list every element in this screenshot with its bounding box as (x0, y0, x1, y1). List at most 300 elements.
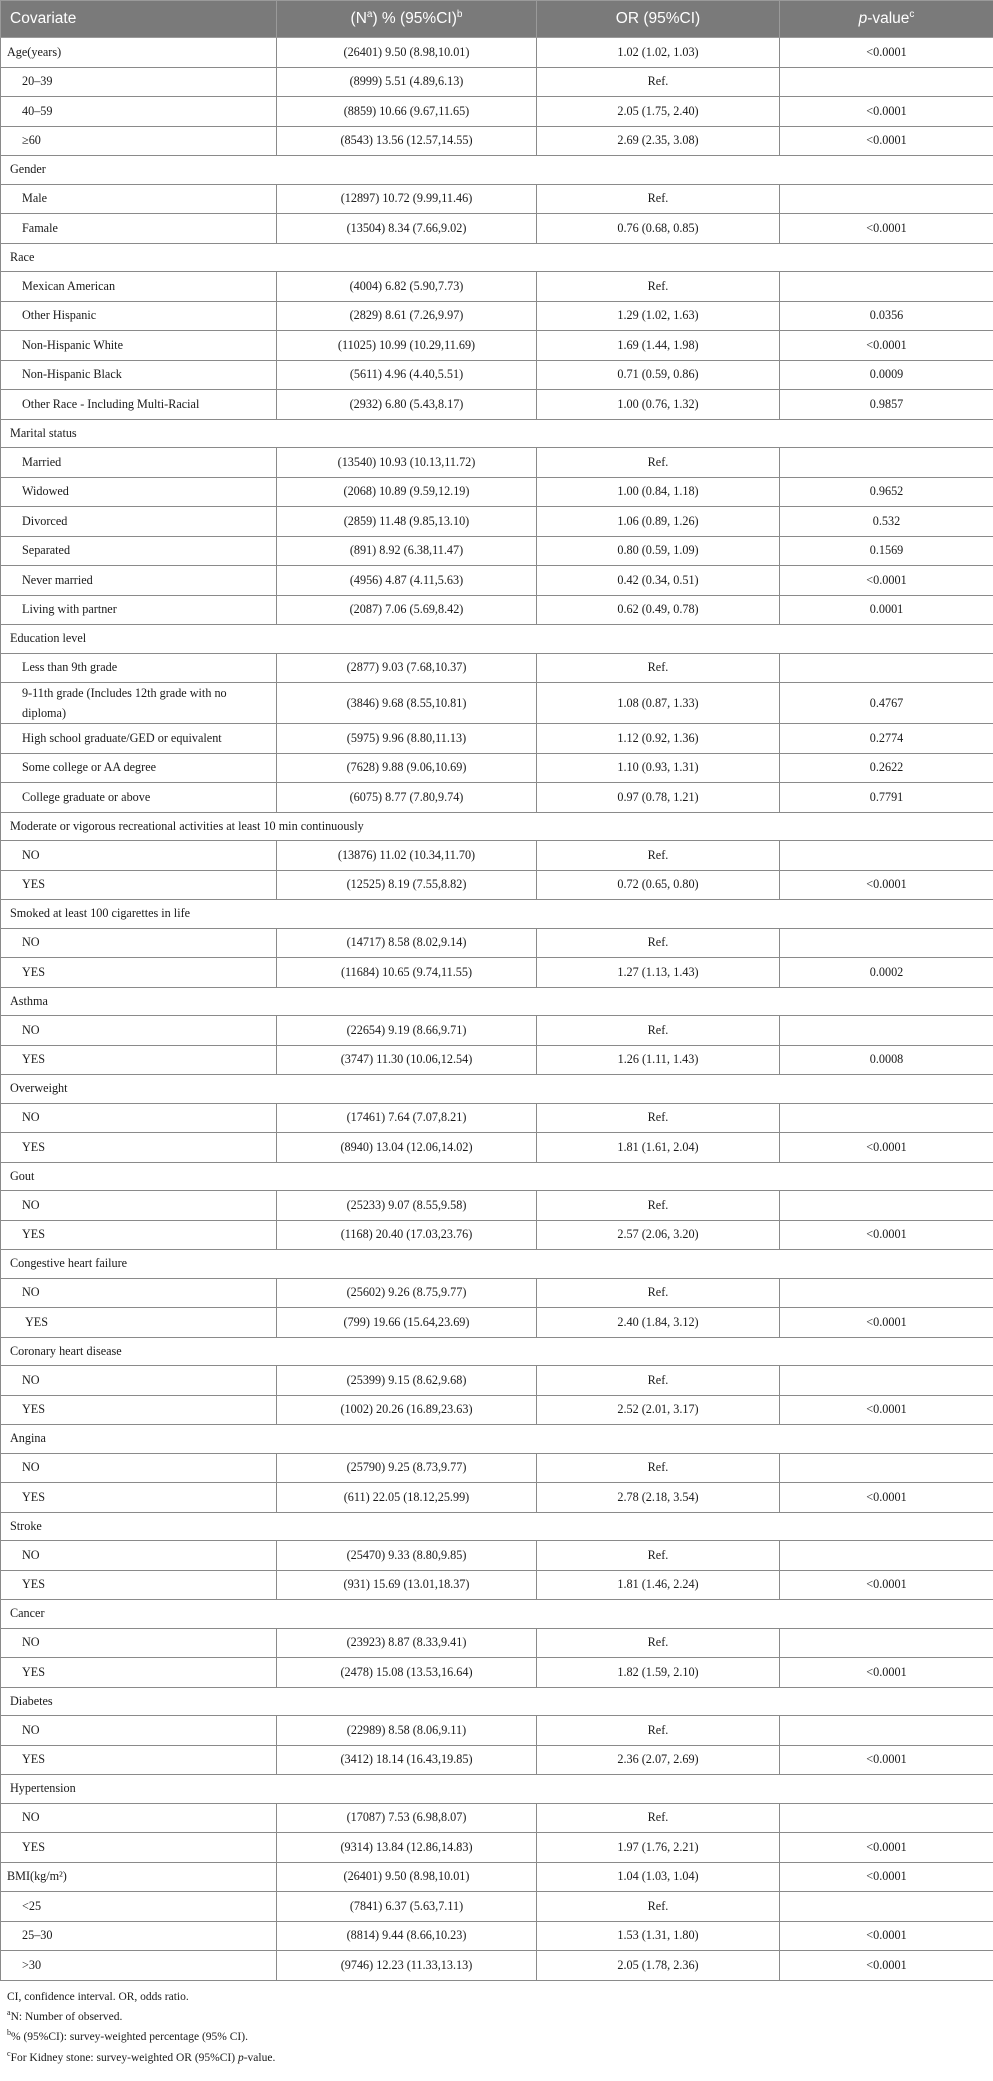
p-value-cell: 0.532 (780, 507, 993, 537)
n-percent-cell: (7841) 6.37 (5.63,7.11) (277, 1892, 537, 1922)
table-row (1, 1803, 993, 1833)
p-value-cell: <0.0001 (780, 1951, 993, 1981)
n-percent-cell: (1002) 20.26 (16.89,23.63) (277, 1395, 537, 1425)
or-cell: 1.29 (1.02, 1.63) (537, 301, 780, 331)
header-n-sup: a (366, 9, 373, 21)
footnote-a (7, 2005, 993, 2025)
group-label: Diabetes (1, 1687, 993, 1716)
table-row (1, 97, 993, 127)
p-value-cell (780, 1453, 993, 1483)
table-row (1, 1921, 993, 1951)
or-cell: 2.40 (1.84, 3.12) (537, 1308, 780, 1338)
covariate-cell: YES (1, 1658, 277, 1688)
table-row (1, 958, 993, 988)
table-row (1, 1833, 993, 1863)
covariate-cell: Separated (1, 536, 277, 566)
footnote-b-text: % (95%CI): survey-weighted percentage (95% CI). (11, 2031, 248, 2044)
table-row (1, 1308, 993, 1338)
or-cell: 1.97 (1.76, 2.21) (537, 1833, 780, 1863)
covariate-cell: YES (1, 1045, 277, 1075)
covariate-cell: 9-11th grade (Includes 12th grade with no diploma) (1, 683, 277, 724)
n-percent-cell: (13540) 10.93 (10.13,11.72) (277, 448, 537, 478)
group-label: Moderate or vigorous recreational activities at least 10 min continuously (1, 812, 993, 841)
or-cell: 1.69 (1.44, 1.98) (537, 331, 780, 361)
covariate-cell: Non-Hispanic White (1, 331, 277, 361)
n-percent-cell: (25399) 9.15 (8.62,9.68) (277, 1366, 537, 1396)
table-row (1, 1483, 993, 1513)
n-percent-cell: (2087) 7.06 (5.69,8.42) (277, 595, 537, 625)
n-percent-cell: (7628) 9.88 (9.06,10.69) (277, 753, 537, 783)
or-cell: 1.81 (1.61, 2.04) (537, 1133, 780, 1163)
n-percent-cell: (12525) 8.19 (7.55,8.82) (277, 870, 537, 900)
table-row (1, 390, 993, 420)
group-label: Gender (1, 156, 993, 185)
or-cell: 0.76 (0.68, 0.85) (537, 214, 780, 244)
n-percent-cell: (8859) 10.66 (9.67,11.65) (277, 97, 537, 127)
table-row (1, 595, 993, 625)
table-row (1, 1395, 993, 1425)
n-percent-cell: (25602) 9.26 (8.75,9.77) (277, 1278, 537, 1308)
p-value-cell: <0.0001 (780, 1658, 993, 1688)
n-percent-cell: (26401) 9.50 (8.98,10.01) (277, 38, 537, 68)
header-p-value (780, 1, 993, 38)
table-footnotes (0, 1981, 993, 2066)
n-percent-cell: (23923) 8.87 (8.33,9.41) (277, 1628, 537, 1658)
p-value-cell (780, 1716, 993, 1746)
p-value-cell: 0.0356 (780, 301, 993, 331)
n-percent-cell: (5975) 9.96 (8.80,11.13) (277, 724, 537, 754)
table-body (1, 38, 993, 1981)
n-percent-cell: (1168) 20.40 (17.03,23.76) (277, 1220, 537, 1250)
p-value-cell: 0.9857 (780, 390, 993, 420)
n-percent-cell: (8940) 13.04 (12.06,14.02) (277, 1133, 537, 1163)
n-percent-cell: (891) 8.92 (6.38,11.47) (277, 536, 537, 566)
or-cell: 0.80 (0.59, 1.09) (537, 536, 780, 566)
covariate-cell: NO (1, 1803, 277, 1833)
p-value-cell: 0.4767 (780, 683, 993, 724)
table-group-row (1, 156, 993, 185)
group-label: Overweight (1, 1075, 993, 1104)
or-cell: 2.52 (2.01, 3.17) (537, 1395, 780, 1425)
n-percent-cell: (6075) 8.77 (7.80,9.74) (277, 783, 537, 813)
table-group-row (1, 243, 993, 272)
p-value-cell: <0.0001 (780, 1308, 993, 1338)
p-value-cell (780, 1541, 993, 1571)
or-cell: Ref. (537, 841, 780, 871)
p-value-cell: 0.2774 (780, 724, 993, 754)
p-value-cell: 0.0001 (780, 595, 993, 625)
or-cell: 2.69 (2.35, 3.08) (537, 126, 780, 156)
table-row (1, 870, 993, 900)
table-row (1, 301, 993, 331)
n-percent-cell: (13876) 11.02 (10.34,11.70) (277, 841, 537, 871)
p-value-cell: <0.0001 (780, 214, 993, 244)
footnote-b (7, 2025, 993, 2045)
header-or: OR (95%CI) (537, 1, 780, 38)
or-cell: 1.26 (1.11, 1.43) (537, 1045, 780, 1075)
table-row (1, 1133, 993, 1163)
or-cell: 1.08 (0.87, 1.33) (537, 683, 780, 724)
table-row (1, 683, 993, 724)
or-cell: 1.04 (1.03, 1.04) (537, 1862, 780, 1892)
footnote-c-sup: c (7, 2048, 11, 2058)
header-p-italic: p (858, 10, 868, 28)
table-row (1, 67, 993, 97)
covariate-cell: NO (1, 1191, 277, 1221)
or-cell: Ref. (537, 928, 780, 958)
n-percent-cell: (2932) 6.80 (5.43,8.17) (277, 390, 537, 420)
or-cell: 2.36 (2.07, 2.69) (537, 1745, 780, 1775)
covariate-cell: ≥60 (1, 126, 277, 156)
group-label: Smoked at least 100 cigarettes in life (1, 900, 993, 929)
or-cell: Ref. (537, 272, 780, 302)
table-group-row (1, 1512, 993, 1541)
covariate-cell: Widowed (1, 477, 277, 507)
p-value-cell: <0.0001 (780, 126, 993, 156)
table-row (1, 1716, 993, 1746)
footnote-c-italic: p (237, 2051, 244, 2064)
covariate-cell: YES (1, 1133, 277, 1163)
or-cell: 1.06 (0.89, 1.26) (537, 507, 780, 537)
covariate-cell: YES (1, 1570, 277, 1600)
n-percent-cell: (11025) 10.99 (10.29,11.69) (277, 331, 537, 361)
covariate-cell: Some college or AA degree (1, 753, 277, 783)
n-percent-cell: (3846) 9.68 (8.55,10.81) (277, 683, 537, 724)
p-value-cell: <0.0001 (780, 870, 993, 900)
covariate-cell: 40–59 (1, 97, 277, 127)
table-main-row (1, 1862, 993, 1892)
table-row (1, 1191, 993, 1221)
n-percent-cell: (25233) 9.07 (8.55,9.58) (277, 1191, 537, 1221)
table-row (1, 566, 993, 596)
or-cell: Ref. (537, 184, 780, 214)
p-value-cell (780, 841, 993, 871)
or-cell: Ref. (537, 1103, 780, 1133)
table-group-row (1, 419, 993, 448)
table-row (1, 928, 993, 958)
p-value-cell (780, 1278, 993, 1308)
table-main-row (1, 38, 993, 68)
n-percent-cell: (931) 15.69 (13.01,18.37) (277, 1570, 537, 1600)
table-group-row (1, 1425, 993, 1454)
p-value-cell: <0.0001 (780, 1833, 993, 1863)
covariate-cell: High school graduate/GED or equivalent (1, 724, 277, 754)
table-row (1, 536, 993, 566)
p-value-cell (780, 67, 993, 97)
p-value-cell (780, 1191, 993, 1221)
covariate-cell: YES (1, 1483, 277, 1513)
header-n-percent (277, 1, 537, 38)
table-header-row (1, 1, 993, 38)
p-value-cell: 0.9652 (780, 477, 993, 507)
table-group-row (1, 1687, 993, 1716)
table-row (1, 126, 993, 156)
or-cell: 1.81 (1.46, 2.24) (537, 1570, 780, 1600)
covariate-cell: NO (1, 1628, 277, 1658)
p-value-cell: <0.0001 (780, 97, 993, 127)
or-cell: Ref. (537, 1628, 780, 1658)
covariate-cell: YES (1, 1308, 277, 1338)
p-value-cell: 0.7791 (780, 783, 993, 813)
p-value-cell (780, 928, 993, 958)
p-value-cell: 0.0009 (780, 360, 993, 390)
table-group-row (1, 1775, 993, 1804)
covariate-cell: College graduate or above (1, 783, 277, 813)
table-row (1, 1628, 993, 1658)
p-value-cell (780, 1628, 993, 1658)
covariate-cell: YES (1, 1395, 277, 1425)
n-percent-cell: (2877) 9.03 (7.68,10.37) (277, 653, 537, 683)
p-value-cell: <0.0001 (780, 1483, 993, 1513)
covariate-cell: Other Hispanic (1, 301, 277, 331)
n-percent-cell: (22989) 8.58 (8.06,9.11) (277, 1716, 537, 1746)
table-group-row (1, 1162, 993, 1191)
or-cell: Ref. (537, 1016, 780, 1046)
header-covariate: Covariate (1, 1, 277, 38)
or-cell: Ref. (537, 1716, 780, 1746)
table-row (1, 753, 993, 783)
or-cell: 2.78 (2.18, 3.54) (537, 1483, 780, 1513)
group-label: Cancer (1, 1600, 993, 1629)
p-value-cell: <0.0001 (780, 1133, 993, 1163)
table-row (1, 1016, 993, 1046)
p-value-cell (780, 1366, 993, 1396)
covariate-cell: YES (1, 958, 277, 988)
group-label: Race (1, 243, 993, 272)
group-label: Stroke (1, 1512, 993, 1541)
or-cell: 0.71 (0.59, 0.86) (537, 360, 780, 390)
footnote-a-sup: a (7, 2008, 11, 2017)
n-percent-cell: (8543) 13.56 (12.57,14.55) (277, 126, 537, 156)
table-row (1, 360, 993, 390)
group-label: Asthma (1, 987, 993, 1016)
covariate-cell: >30 (1, 1951, 277, 1981)
group-label: Angina (1, 1425, 993, 1454)
or-cell: 1.53 (1.31, 1.80) (537, 1921, 780, 1951)
table-row (1, 331, 993, 361)
table-row (1, 724, 993, 754)
footnote-abbreviations: CI, confidence interval. OR, odds ratio. (7, 1990, 189, 2003)
table-row (1, 1570, 993, 1600)
n-percent-cell: (3412) 18.14 (16.43,19.85) (277, 1745, 537, 1775)
covariate-cell: BMI(kg/m²) (1, 1862, 277, 1892)
covariate-cell: YES (1, 1220, 277, 1250)
n-percent-cell: (25470) 9.33 (8.80,9.85) (277, 1541, 537, 1571)
table-group-row (1, 900, 993, 929)
n-percent-cell: (9746) 12.23 (11.33,13.13) (277, 1951, 537, 1981)
n-percent-cell: (25790) 9.25 (8.73,9.77) (277, 1453, 537, 1483)
covariate-cell: NO (1, 1541, 277, 1571)
table-row (1, 1541, 993, 1571)
table-row (1, 1220, 993, 1250)
or-cell: 0.97 (0.78, 1.21) (537, 783, 780, 813)
p-value-cell: <0.0001 (780, 1220, 993, 1250)
or-cell: 0.72 (0.65, 0.80) (537, 870, 780, 900)
covariate-cell: Other Race - Including Multi-Racial (1, 390, 277, 420)
p-value-cell: <0.0001 (780, 566, 993, 596)
n-percent-cell: (17087) 7.53 (6.98,8.07) (277, 1803, 537, 1833)
p-value-cell: 0.2622 (780, 753, 993, 783)
covariate-cell: YES (1, 1745, 277, 1775)
covariate-cell: Non-Hispanic Black (1, 360, 277, 390)
n-percent-cell: (2859) 11.48 (9.85,13.10) (277, 507, 537, 537)
covariate-cell: <25 (1, 1892, 277, 1922)
p-value-cell (780, 1103, 993, 1133)
or-cell: 1.10 (0.93, 1.31) (537, 753, 780, 783)
covariate-cell: NO (1, 1366, 277, 1396)
table-row (1, 272, 993, 302)
table-row (1, 507, 993, 537)
table-row (1, 1453, 993, 1483)
or-cell: 0.42 (0.34, 0.51) (537, 566, 780, 596)
n-percent-cell: (799) 19.66 (15.64,23.69) (277, 1308, 537, 1338)
p-value-cell: <0.0001 (780, 331, 993, 361)
footnote-c-text: For Kidney stone: survey-weighted OR (95%CI) (10, 2051, 238, 2064)
p-value-cell: 0.1569 (780, 536, 993, 566)
n-percent-cell: (26401) 9.50 (8.98,10.01) (277, 1862, 537, 1892)
or-cell: Ref. (537, 448, 780, 478)
header-p-sup: c (909, 9, 915, 21)
n-percent-cell: (3747) 11.30 (10.06,12.54) (277, 1045, 537, 1075)
n-percent-cell: (11684) 10.65 (9.74,11.55) (277, 958, 537, 988)
covariate-cell: NO (1, 1103, 277, 1133)
covariate-cell: NO (1, 928, 277, 958)
table-row (1, 214, 993, 244)
n-percent-cell: (13504) 8.34 (7.66,9.02) (277, 214, 537, 244)
p-value-cell: <0.0001 (780, 1395, 993, 1425)
table-row (1, 1278, 993, 1308)
or-cell: 1.12 (0.92, 1.36) (537, 724, 780, 754)
covariate-cell: NO (1, 1716, 277, 1746)
p-value-cell: <0.0001 (780, 1570, 993, 1600)
covariate-cell: NO (1, 1453, 277, 1483)
or-cell: 2.05 (1.78, 2.36) (537, 1951, 780, 1981)
or-cell: Ref. (537, 1191, 780, 1221)
group-label: Gout (1, 1162, 993, 1191)
table-group-row (1, 1250, 993, 1279)
n-percent-cell: (4004) 6.82 (5.90,7.73) (277, 272, 537, 302)
table-row (1, 1951, 993, 1981)
covariate-cell: 25–30 (1, 1921, 277, 1951)
n-percent-cell: (4956) 4.87 (4.11,5.63) (277, 566, 537, 596)
p-value-cell: <0.0001 (780, 1745, 993, 1775)
table-row (1, 1366, 993, 1396)
p-value-cell (780, 1803, 993, 1833)
or-cell: 2.05 (1.75, 2.40) (537, 97, 780, 127)
n-percent-cell: (22654) 9.19 (8.66,9.71) (277, 1016, 537, 1046)
n-percent-cell: (12897) 10.72 (9.99,11.46) (277, 184, 537, 214)
n-percent-cell: (9314) 13.84 (12.86,14.83) (277, 1833, 537, 1863)
or-cell: 2.57 (2.06, 3.20) (537, 1220, 780, 1250)
or-cell: Ref. (537, 1278, 780, 1308)
p-value-cell (780, 272, 993, 302)
table-row (1, 477, 993, 507)
p-value-cell: 0.0002 (780, 958, 993, 988)
covariate-cell: Married (1, 448, 277, 478)
covariate-cell: YES (1, 870, 277, 900)
p-value-cell: <0.0001 (780, 1862, 993, 1892)
footnote-b-sup: b (7, 2028, 11, 2038)
n-percent-cell: (8999) 5.51 (4.89,6.13) (277, 67, 537, 97)
n-percent-cell: (611) 22.05 (18.12,25.99) (277, 1483, 537, 1513)
or-cell: 0.62 (0.49, 0.78) (537, 595, 780, 625)
covariate-cell: 20–39 (1, 67, 277, 97)
table-group-row (1, 1075, 993, 1104)
or-cell: Ref. (537, 653, 780, 683)
covariate-cell: NO (1, 1016, 277, 1046)
or-cell: Ref. (537, 1541, 780, 1571)
covariate-cell: Famale (1, 214, 277, 244)
footnote-a-text: N: Number of observed. (10, 2010, 123, 2023)
p-value-cell (780, 448, 993, 478)
covariate-cell: YES (1, 1833, 277, 1863)
table-group-row (1, 1600, 993, 1629)
table-row (1, 783, 993, 813)
group-label: Marital status (1, 419, 993, 448)
or-cell: 1.02 (1.02, 1.03) (537, 38, 780, 68)
table-row (1, 841, 993, 871)
covariate-cell: Mexican American (1, 272, 277, 302)
p-value-cell: <0.0001 (780, 38, 993, 68)
header-n-post: ) % (95%CI) (372, 10, 457, 28)
or-cell: 1.00 (0.76, 1.32) (537, 390, 780, 420)
n-percent-cell: (5611) 4.96 (4.40,5.51) (277, 360, 537, 390)
p-value-cell: 0.0008 (780, 1045, 993, 1075)
table-group-row (1, 1337, 993, 1366)
n-percent-cell: (8814) 9.44 (8.66,10.23) (277, 1921, 537, 1951)
footnote-c-post: -value. (243, 2051, 276, 2064)
or-cell: Ref. (537, 67, 780, 97)
or-cell: Ref. (537, 1803, 780, 1833)
group-label: Congestive heart failure (1, 1250, 993, 1279)
or-cell: Ref. (537, 1892, 780, 1922)
p-value-cell (780, 1016, 993, 1046)
n-percent-cell: (14717) 8.58 (8.02,9.14) (277, 928, 537, 958)
footnote-c (7, 2046, 993, 2066)
covariate-cell: Living with partner (1, 595, 277, 625)
table-row (1, 1045, 993, 1075)
covariate-cell: NO (1, 841, 277, 871)
p-value-cell: <0.0001 (780, 1921, 993, 1951)
table-group-row (1, 987, 993, 1016)
or-cell: Ref. (537, 1453, 780, 1483)
covariate-cell: NO (1, 1278, 277, 1308)
table-row (1, 1745, 993, 1775)
table-row (1, 448, 993, 478)
table-group-row (1, 812, 993, 841)
covariate-cell: Less than 9th grade (1, 653, 277, 683)
table-row (1, 1658, 993, 1688)
p-value-cell (780, 1892, 993, 1922)
n-percent-cell: (2068) 10.89 (9.59,12.19) (277, 477, 537, 507)
n-percent-cell: (17461) 7.64 (7.07,8.21) (277, 1103, 537, 1133)
or-cell: 1.00 (0.84, 1.18) (537, 477, 780, 507)
n-percent-cell: (2829) 8.61 (7.26,9.97) (277, 301, 537, 331)
header-n-sup2: b (456, 9, 463, 21)
covariate-cell: Never married (1, 566, 277, 596)
table-row (1, 1892, 993, 1922)
group-label: Coronary heart disease (1, 1337, 993, 1366)
header-p-rest: -value (867, 10, 910, 28)
p-value-cell (780, 653, 993, 683)
covariate-cell: Age(years) (1, 38, 277, 68)
covariate-cell: Male (1, 184, 277, 214)
table-group-row (1, 625, 993, 654)
or-cell: 1.27 (1.13, 1.43) (537, 958, 780, 988)
group-label: Education level (1, 625, 993, 654)
n-percent-cell: (2478) 15.08 (13.53,16.64) (277, 1658, 537, 1688)
or-cell: Ref. (537, 1366, 780, 1396)
